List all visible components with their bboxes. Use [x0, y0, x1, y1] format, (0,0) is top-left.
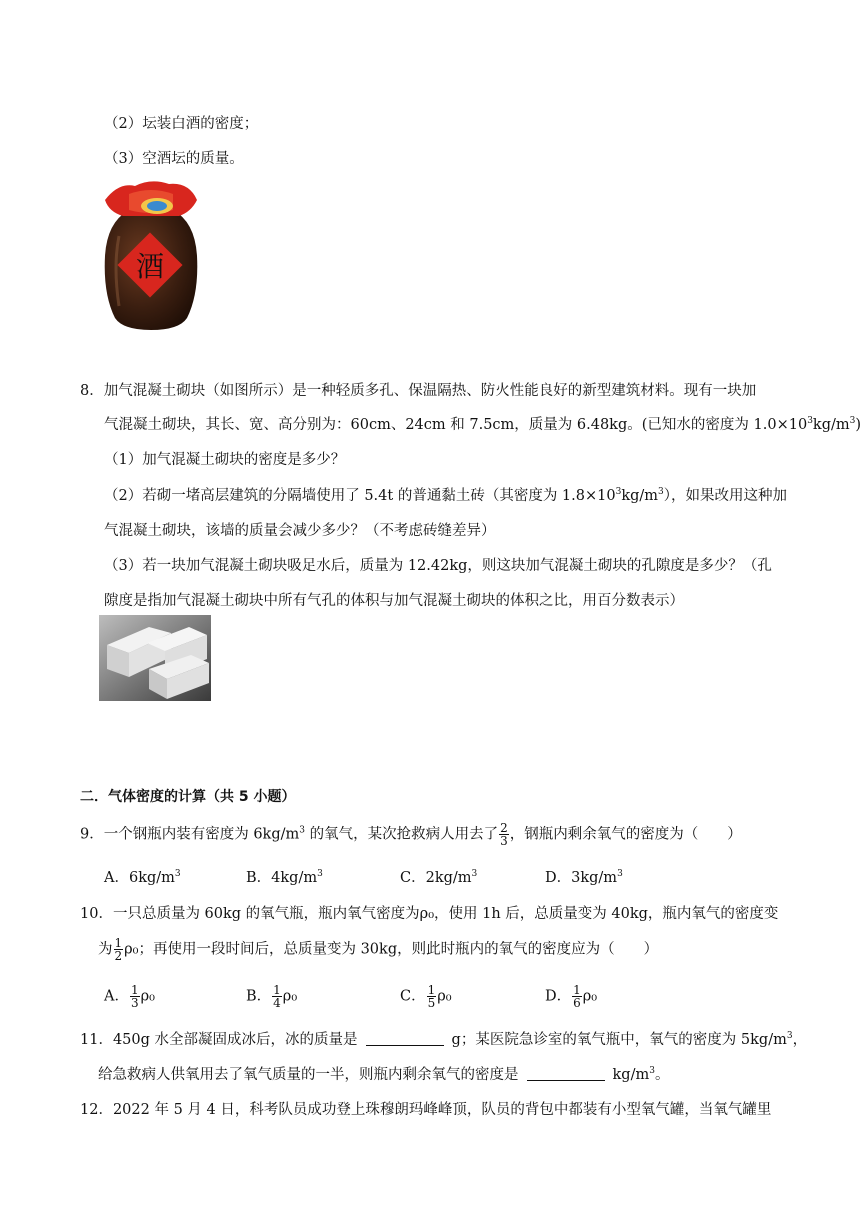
q9-stem: 9．一个钢瓶内装有密度为 $6kg/m^3$ 的氧气，某次抢救病人用去了 $\frac{2}{3}$ ，钢瓶内剩余氧气的密度为（ ） — [80, 821, 742, 848]
fraction: $\frac{2}{3}$ — [500, 821, 508, 848]
q10-line2: 为 $\frac{1}{2}$ ρ₀；再使用一段时间后，总质量变为 30kg，则此时瓶内的氧气的密度应为（ ） — [98, 936, 659, 963]
q8-line1: 8．加气混凝土砌块（如图所示）是一种轻质多孔、保温隔热、防火性能良好的新型建筑材料。现有一块加 — [80, 383, 757, 399]
q8-sub2: （2）若砌一堵高层建筑的分隔墙使用了 5.4t 的普通黏土砖（其密度为 $1.8\times 10^3kg/m^3$），如果改用这种加 — [104, 487, 788, 504]
q8-line2: 气混凝土砌块，其长、宽、高分别为：60cm、24cm 和 7.5cm，质量为 6.48kg。(已知水的密度为 $1.0\times 10^3kg/m^3$) — [104, 416, 862, 433]
q8-sub1: （1）加气混凝土砌块的密度是多少？ — [104, 452, 346, 468]
wine-jar-image — [99, 176, 203, 332]
q7-sub2: （2）坛装白酒的密度； — [104, 116, 259, 132]
section-heading: 二．气体密度的计算（共 5 小题） — [80, 789, 296, 805]
q9-option-b[interactable]: B．$4kg/m^3$ — [246, 869, 323, 886]
q11-line1: 11．450g 水全部凝固成冰后，冰的质量是 g；某医院急诊室的氧气瓶中，氧气的密度为 $5kg/m^3$， — [80, 1031, 808, 1048]
q10-option-b[interactable]: B． $\frac{1}{4}$ ρ₀ — [246, 983, 298, 1010]
q9-option-d[interactable]: D．$3kg/m^3$ — [545, 869, 623, 886]
q10-line1: 10．一只总质量为 60kg 的氧气瓶，瓶内氧气密度为ρ₀，使用 1h 后，总质量变为 40kg，瓶内氧气的密度变 — [80, 906, 779, 922]
q9-option-a[interactable]: A．$6kg/m^3$ — [104, 869, 181, 886]
answer-blank-1[interactable] — [366, 1045, 444, 1046]
q8-sub3-cont: 隙度是指加气混凝土砌块中所有气孔的体积与加气混凝土砌块的体积之比，用百分数表示） — [104, 593, 684, 609]
q12-line1: 12．2022 年 5 月 4 日，科考队员成功登上珠穆朗玛峰峰顶，队员的背包中都装有小型氧气罐，当氧气罐里 — [80, 1102, 772, 1118]
q10-option-a[interactable]: A． $\frac{1}{3}$ ρ₀ — [104, 983, 155, 1010]
q8-sub3: （3）若一块加气混凝土砌块吸足水后，质量为 12.42kg，则这块加气混凝土砌块的孔隙度是多少？（孔 — [104, 558, 772, 574]
answer-blank-2[interactable] — [527, 1080, 605, 1081]
q7-sub3: （3）空酒坛的质量。 — [104, 151, 244, 167]
q9-option-c[interactable]: C．$2kg/m^3$ — [400, 869, 478, 886]
q10-option-d[interactable]: D． $\frac{1}{6}$ ρ₀ — [545, 983, 598, 1010]
q11-line2: 给急救病人供氧用去了氧气质量的一半，则瓶内剩余氧气的密度是 $kg/m^3$。 — [98, 1066, 670, 1083]
jar-character: 酒 — [135, 250, 165, 283]
q8-sub2-cont: 气混凝土砌块，该墙的质量会减少多少？（不考虑砖缝差异） — [104, 523, 496, 539]
concrete-blocks-image — [99, 615, 211, 701]
q10-option-c[interactable]: C． $\frac{1}{5}$ ρ₀ — [400, 983, 452, 1010]
